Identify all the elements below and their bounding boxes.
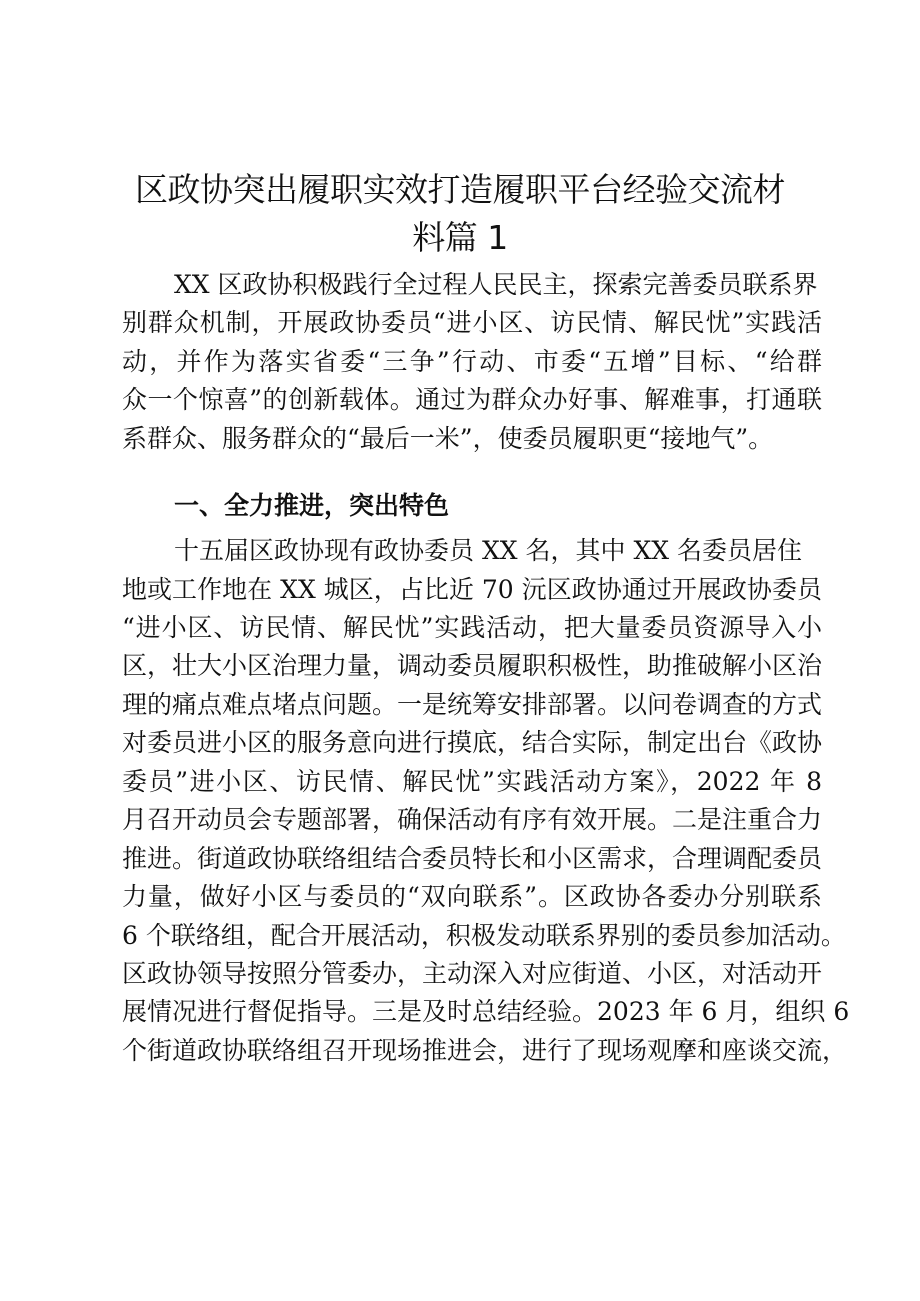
- paragraph-line: “进小区、访民情、解民忧”实践活动，把大量委员资源导入小: [122, 613, 822, 642]
- paragraph-line: 理的痛点难点堵点问题。一是统筹安排部署。以问卷调查的方式: [122, 690, 823, 719]
- paragraph-line: XX 区政协积极践行全过程人民民主，探索完善委员联系界: [174, 270, 818, 299]
- document-title-line-1: 区政协突出履职实效打造履职平台经验交流材: [135, 170, 785, 209]
- paragraph-line: 十五届区政协现有政协委员 XX 名，其中 XX 名委员居住: [174, 536, 802, 565]
- paragraph-line: 地或工作地在 XX 城区，占比近 70 沅区政协通过开展政协委员: [122, 575, 822, 604]
- paragraph-line: 委员”进小区、访民情、解民忧”实践活动方案》，2022 年 8: [122, 767, 822, 796]
- paragraph-line: 众一个惊喜”的创新载体。通过为群众办好事、解难事，打通联: [122, 385, 822, 414]
- paragraph-line: 个街道政协联络组召开现场推进会，进行了现场观摩和座谈交流，: [122, 1036, 848, 1065]
- paragraph-line: 对委员进小区的服务意向进行摸底，结合实际，制定出台《政协: [122, 728, 823, 757]
- paragraph-line: 区，壮大小区治理力量，调动委员履职积极性，助推破解小区治: [122, 651, 823, 680]
- document-title-line-2: 料篇 1: [412, 218, 508, 257]
- paragraph-line: 动，并作为落实省委“三争”行动、市委“五增”目标、“给群: [122, 347, 822, 376]
- paragraph-line: 力量，做好小区与委员的“双向联系”。区政协各委办分别联系: [122, 882, 822, 911]
- paragraph-line: 区政协领导按照分管委办，主动深入对应街道、小区，对活动开: [122, 959, 823, 988]
- paragraph-line: 6 个联络组，配合开展活动，积极发动联系界别的委员参加活动。: [122, 921, 846, 950]
- paragraph-line: 展情况进行督促指导。三是及时总结经验。2023 年 6 月，组织 6: [122, 997, 850, 1026]
- paragraph-line: 别群众机制，开展政协委员“进小区、访民情、解民忧”实践活: [122, 308, 822, 337]
- paragraph-line: 月召开动员会专题部署，确保活动有序有效开展。二是注重合力: [122, 805, 823, 834]
- paragraph-line: 推进。街道政协联络组结合委员特长和小区需求，合理调配委员: [122, 844, 823, 873]
- paragraph-line: 系群众、服务群众的“最后一米”，使委员履职更“接地气”。: [122, 424, 774, 453]
- section-heading: 一、全力推进，突出特色: [174, 491, 450, 520]
